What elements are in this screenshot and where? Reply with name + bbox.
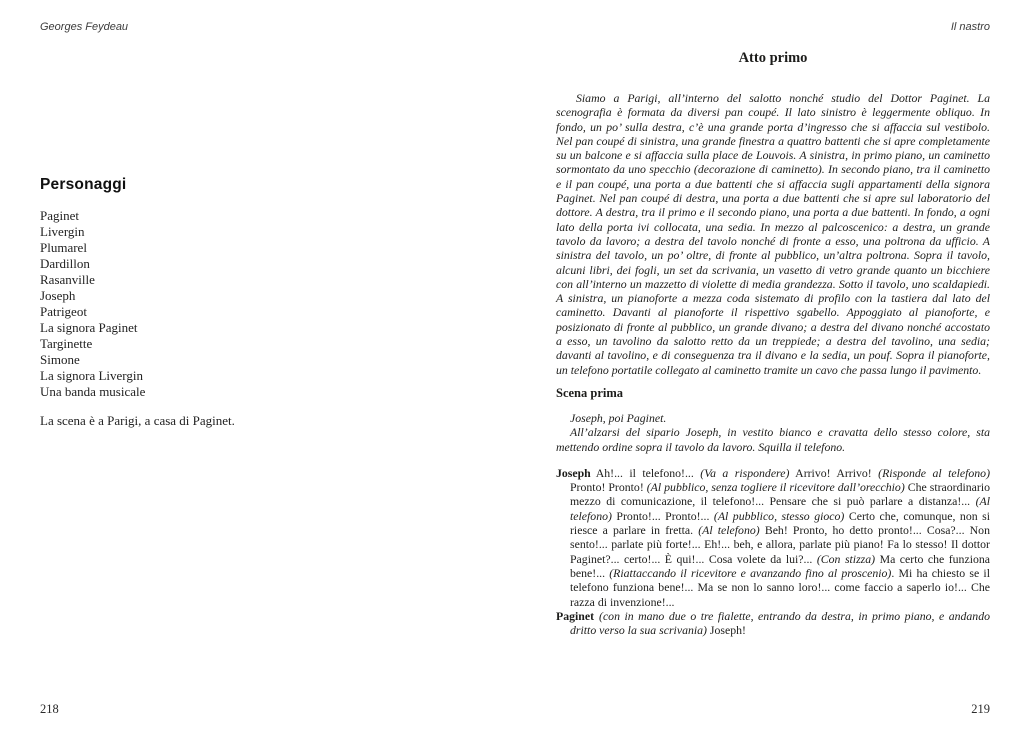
page-number-right: 219 [971,702,990,716]
scene-characters-line: Joseph, poi Paginet. [570,410,667,425]
running-head-author: Georges Feydeau [40,21,129,33]
character-name: La signora Paginet [40,320,138,335]
scene-heading: Scena prima [556,385,624,400]
scene-setup-direction: All’alzarsi del sipario Joseph, in vestito bianco e cravatta dello stesso colore, sta mettendo ordine sopra il tavolo da lavoro. Squilla il telefono. [556,425,990,454]
speaker-name: Joseph [556,465,591,480]
personaggi-block [40,176,360,429]
scene-location-note: La scena è a Parigi, a casa di Paginet. [40,413,235,428]
opening-stage-direction: Siamo a Parigi, all’interno del salotto nonché studio del Dottor Paginet. La scenografia è formata da diversi pan coupé. Il lato sinistro è leggermente obliquo. In fondo, un po’ sulla destra, c’è una grande porta d’ingresso che si affaccia sul vestibolo. Nel pan coupé di sinistra, una grande finestra a quattro battenti che si apre completamente su un balcone e si affaccia sulla place de Louvois. A sinistra, in primo piano, un caminetto sormontato da uno specchio (decorazione di caminetto). In secondo piano, tra il caminetto e il pan coupé, una porta a due battenti che si affaccia sugli appartamenti della signora Paginet. Nel pan coupé di destra, una porta a due battenti che si apre sul laboratorio del dottore. A destra, tra il primo e il secondo piano, una porta a due battenti. In fondo, a ogni lato della porta ivi collocata, una sedia. In mezzo al palcoscenico: a destra, un grande tavolo da lavoro; a destra del tavolo nonché di fronte a esso, una poltrona da ufficio. A sinistra del tavolo, un po’ oltre, di fronte al pubblico, un’altra poltrona. Sopra il tavolo, alcuni libri, dei fogli, un set da scrivania, un vasetto di vetro grande quanto un bicchiere con all’interno un mazzetto di violette di media grandezza. Sotto il tavolo, uno scaldapiedi. A sinistra, un pianoforte a mezza coda sistemato di profilo con la tastiera dal lato del caminetto. Davanti al pianoforte il rispettivo sgabello. Appoggiato al pianoforte, e posizionato di fronte al pubblico, un grande divano; a destra del divano nonché accostato a esso, un tavolino da salotto retto da un treppiede; a destra del tavolino, una sedia; davanti al tavolino, e di conseguenza tra il divano e la sedia, un pouf. Sopra il pianoforte, un telefono portatile collegato al caminetto tramite un cavo che passa lungo il pavimento. [556,91,990,377]
dialogue-text: (con in mano due o tre fialette, entrando da destra, in primo piano, e andando dritto verso la sua scrivania) Joseph! [570,608,990,638]
character-list [40,208,360,400]
character-name: Plumarel [40,240,87,255]
dialogue-text: Ah!... il telefono!... (Va a rispondere) Arrivo! Arrivo! (Risponde al telefono) Pronto! Pronto! (Al pubblico, senza togliere il ricevitore dall’orecchio) Che straordinario mezzo di comunicazione, il telefono!... Pensare che si può parlare a distanza!... (Al telefono) Pronto!... Pronto!... (Al pubblico, stesso gioco) Certo che, comunque, non si riesce a parlare in fretta. (Al telefono) Beh! Pronto, ho detto pronto!... Cosa?... Non sento!... parlate più forte!... Eh!... beh, e allora, parlate più piano! Fa lo stesso! Il dottor Paginet?... certo!... È qui!... Cosa volete da lui?... (Con stizza) Ma certo che funziona bene!... (Riattaccando il ricevitore e avanzando fino al proscenio). Mi ha chiesto se il telefono funziona bene!... Ma se non lo sanno loro!... come faccio a saperlo io!... Che razza di invenzione!... [570,465,991,609]
character-name: Una banda musicale [40,384,146,399]
character-name: Livergin [40,224,85,239]
character-name: Targinette [40,336,93,351]
character-name: Paginet [40,208,79,223]
page-number-left: 218 [40,702,59,716]
act-title: Atto primo [738,50,808,66]
right-page [515,0,1030,746]
character-name: Dardillon [40,256,90,271]
speaker-name: Paginet [556,608,595,623]
character-name: La signora Livergin [40,368,144,383]
personaggi-heading: Personaggi [40,176,127,193]
dialogue-paginet [556,609,990,638]
character-name: Simone [40,352,80,367]
character-name: Patrigeot [40,304,87,319]
dialogue-joseph [556,466,990,609]
character-name: Joseph [40,288,76,303]
running-head-book-title: Il nastro [950,21,990,33]
act-content [556,50,990,637]
character-name: Rasanville [40,272,95,287]
